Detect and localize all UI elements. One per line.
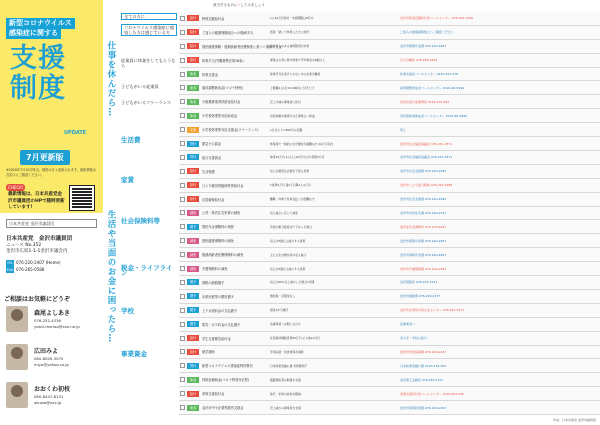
row-checkbox[interactable]: [180, 336, 185, 341]
program-description: 単身15万円 2人以上20万円以内 原則3か月: [270, 155, 325, 160]
party-fax: 076-265-0588: [16, 266, 45, 272]
row-checkbox[interactable]: [180, 377, 185, 382]
program-row[interactable]: [179, 359, 600, 372]
program-description: 離職・休業で家賃支払いが困難な方: [270, 197, 315, 202]
program-contact[interactable]: 学校等休業助成金コールセンター 0120-60-3999: [400, 113, 468, 118]
support-table: [103, 0, 600, 425]
row-checkbox[interactable]: [180, 183, 185, 188]
program-description: 無担保・延滞金なし: [270, 294, 296, 299]
program-name: 後期高齢者医療保険料の減免: [202, 253, 244, 258]
row-checkbox[interactable]: [180, 155, 185, 160]
person-name: おおくわ初枝: [34, 386, 71, 393]
program-contact[interactable]: 同上: [400, 127, 407, 132]
program-row[interactable]: [179, 165, 600, 178]
program-name: 上下水道料金の支払猶予: [202, 308, 238, 313]
program-name: 休業支援金: [202, 72, 218, 77]
program-name: 生活保護: [202, 169, 215, 174]
sidebar-header: [0, 0, 103, 213]
program-name: 緊急小口資金: [202, 142, 222, 146]
row-checkbox[interactable]: [180, 141, 185, 146]
row-checkbox[interactable]: [180, 16, 185, 21]
row-checkbox[interactable]: [180, 224, 185, 229]
program-contact[interactable]: 金沢市特別定額給付金コールセンター 076-220-2450: [400, 16, 474, 21]
program-description: 上限額1人1日15,000円に引き上げ: [270, 85, 315, 90]
program-name: 休業手当(労働基準法第26条): [202, 58, 244, 63]
program-row[interactable]: [179, 248, 600, 261]
program-type-badge: 猶予: [187, 321, 199, 327]
program-description: 日本政策金融公庫 実質無利子: [270, 363, 308, 368]
program-description: 学用品費・給食費等を援助: [270, 349, 304, 354]
program-contact[interactable]: 金沢国税局 076-231-2131: [400, 280, 438, 285]
program-description: 休業等で一時的に生計維持が困難な方 20万円以内: [270, 141, 334, 146]
check-box: [6, 184, 97, 215]
row-checkbox[interactable]: [180, 44, 185, 49]
program-description: 1日あたり7,500円の定額: [270, 127, 303, 132]
check-banner: [213, 3, 265, 8]
program-row[interactable]: [179, 234, 600, 247]
row-checkbox[interactable]: [180, 169, 185, 174]
person-card: [6, 306, 98, 342]
subcategory-label: コロナウイルス感染症に感染した方は感じている方: [121, 24, 177, 36]
party-info: [6, 236, 72, 256]
program-description: 感染・疑いで休業した方に給付: [270, 30, 310, 35]
program-type-badge: 貸付: [187, 363, 199, 369]
program-contact[interactable]: 石川労働局 076-265-4423: [400, 58, 438, 63]
person-tel[interactable]: 080-8447-8131: [34, 394, 64, 399]
program-contact[interactable]: 金沢市保険年金課 076-220-2267: [400, 252, 447, 257]
program-contact[interactable]: 金沢市生活支援課 076-220-2282: [400, 169, 447, 174]
row-checkbox[interactable]: [180, 58, 185, 63]
program-name: 小規模事業者持続化給付金: [202, 100, 241, 105]
check-badge: CHECK!: [8, 185, 24, 190]
program-name: 電気・ガス料金の支払猶予: [202, 322, 241, 327]
row-checkbox[interactable]: [180, 322, 185, 327]
person-mail[interactable]: miyo@yahoo.co.jp: [34, 362, 69, 367]
person-card: [6, 382, 98, 418]
row-checkbox[interactable]: [180, 72, 185, 77]
program-row[interactable]: [179, 81, 600, 94]
party-name: 日本共産党 金沢市議員団: [6, 236, 73, 242]
program-contact[interactable]: 持続化給付金事務局 0120-279-292: [400, 99, 450, 104]
person-tel[interactable]: 080-8000-3075: [34, 356, 64, 361]
subcategory-label: 社会保険料等: [121, 217, 160, 225]
person-contact: [34, 356, 69, 368]
program-type-badge: 減免: [187, 210, 199, 216]
program-contact[interactable]: 雇用調整助成金コールセンター 0120-60-3999: [400, 85, 465, 90]
row-checkbox[interactable]: [180, 252, 185, 257]
row-checkbox[interactable]: [180, 30, 185, 35]
program-row[interactable]: [179, 137, 600, 150]
tel-tag: TEL: [6, 261, 14, 265]
program-contact[interactable]: 金沢市学校指導課 076-220-2447: [400, 349, 447, 354]
subcategory-label: 全ての方に: [121, 13, 177, 20]
program-name: 国民健康保険・後期高齢者医療制度に基づく傷病手当金: [202, 44, 282, 49]
program-type-badge: 貸付: [187, 154, 199, 160]
banner-prefix: 該当するものに: [213, 3, 238, 7]
date-note: ※2020年7月10日時点。制度は日々更新されます。最新情報は各窓口にご確認ください。: [6, 168, 96, 177]
program-type-badge: 減免: [187, 266, 199, 272]
row-checkbox[interactable]: [180, 363, 185, 368]
sidebar: [0, 0, 103, 425]
row-checkbox[interactable]: [180, 405, 185, 410]
program-contact[interactable]: 日本政策金融公庫 0120-154-505: [400, 363, 447, 368]
program-contact[interactable]: 家賃支援給付金コールセンター 0120-653-930: [400, 391, 465, 396]
program-row[interactable]: [179, 401, 600, 414]
program-description: 休業手当を受けられない中小企業労働者: [270, 72, 321, 77]
program-contact[interactable]: 金沢市保険年金課 076-220-2267: [400, 44, 447, 49]
program-description: 有給休暇を取得させた事業主へ助成: [270, 113, 315, 118]
person-mail[interactable]: okuwa@xxx.jp: [34, 400, 62, 405]
program-type-badge: 助成: [187, 405, 199, 411]
program-row[interactable]: [179, 12, 600, 25]
row-checkbox[interactable]: [180, 280, 185, 285]
page-title: 支援制度: [10, 43, 66, 104]
program-contact[interactable]: 金沢市企業局お客さまセンター 076-220-2577: [400, 308, 465, 313]
row-checkbox[interactable]: [180, 210, 185, 215]
person-name: 広田みよ: [34, 348, 59, 355]
program-name: 家賃支援給付金: [202, 392, 225, 397]
program-type-badge: 猶予: [187, 279, 199, 285]
program-contact[interactable]: ご加入の健康保険組合へご確認ください: [400, 30, 455, 35]
program-name: 特別定額給付金: [202, 16, 225, 21]
subcategory-label: 子どもがいる従業員: [121, 84, 159, 89]
program-description: 所得が相当程度まで下がった場合: [270, 224, 312, 229]
program-type-badge: 給付: [187, 57, 199, 63]
program-type-badge: 減免: [187, 238, 199, 244]
program-type-badge: 減免: [187, 252, 199, 258]
category-label: 仕事を休んだら…: [106, 41, 116, 117]
program-type-badge: 給付: [187, 349, 199, 355]
program-description: 収入が最低生活費を下回る世帯: [270, 169, 310, 174]
program-contact[interactable]: 各大学・学校の窓口: [400, 336, 428, 341]
program-row[interactable]: [179, 276, 600, 289]
program-type-badge: 助成: [187, 377, 199, 383]
program-description: 1人10万円給付・申請期限は8月中: [270, 16, 314, 21]
program-type-badge: 助成: [187, 85, 199, 91]
program-name: ひとり親世帯臨時特別給付金: [202, 183, 244, 188]
party-address: 金沢市広坂1-1-1金沢市議会内: [6, 249, 68, 254]
subcategory-label: 子どもがいるフリーランス: [121, 100, 171, 105]
program-row[interactable]: [179, 193, 600, 206]
program-row[interactable]: [179, 346, 600, 359]
checkmark-icon: ✓: [237, 3, 241, 7]
program-name: 介護保険料の減免: [202, 267, 228, 272]
program-contact[interactable]: 金沢市経済政策課 076-220-2203: [400, 405, 447, 410]
program-type-badge: 給付: [187, 168, 199, 174]
program-name: 国税の納税猶予: [202, 280, 225, 285]
program-row[interactable]: [179, 290, 600, 303]
program-contact[interactable]: 金沢市保険年金課 076-220-2267: [400, 238, 447, 243]
row-checkbox[interactable]: [180, 294, 185, 299]
program-type-badge: 助成: [187, 99, 199, 105]
subcategory-label: 事業資金: [121, 350, 147, 358]
row-checkbox[interactable]: [180, 391, 185, 396]
program-contact[interactable]: 金沢市こども総合相談 076-220-2288: [400, 183, 453, 188]
subcategory-label: 従業員に休業をしてもらうなら: [121, 58, 176, 68]
footer-credit: 作成：日本共産党 金沢市議員団: [553, 418, 596, 422]
row-checkbox[interactable]: [180, 197, 185, 202]
program-type-badge: 猶予: [187, 293, 199, 299]
program-contact[interactable]: 金沢北年金事務所 076-233-2021: [400, 224, 447, 229]
program-type-badge: 給付: [187, 15, 199, 21]
person-tel[interactable]: 076-252-4336: [34, 318, 61, 323]
subcategory-label: 学校: [121, 307, 134, 315]
row-divider: [179, 414, 600, 415]
program-name: 市県民税等の徴収猶予: [202, 294, 234, 299]
row-checkbox[interactable]: [180, 308, 185, 313]
program-contact[interactable]: 各事業者へ: [400, 322, 416, 327]
program-row[interactable]: [179, 304, 600, 317]
program-name: 就学援助: [202, 350, 215, 355]
program-type-badge: 支援: [187, 127, 199, 133]
program-name: 持続化補助金(コロナ特別対応型): [202, 378, 250, 383]
program-row[interactable]: [179, 68, 600, 81]
program-description: 住民税非課税世帯20万円 その他10万円: [270, 336, 320, 341]
program-name: 新型コロナウイルス感染症特別貸付: [202, 364, 253, 369]
program-row[interactable]: [179, 40, 600, 53]
program-type-badge: 給付: [187, 391, 199, 397]
subcategory-label: 税金・ライフライン: [121, 264, 173, 277]
category-label: 生活や当面のお金に困ったら…: [106, 209, 116, 343]
subcategory-label: 家賃: [121, 176, 134, 184]
row-checkbox[interactable]: [180, 238, 185, 243]
program-name: 雇用調整助成金(コロナ特例): [202, 86, 243, 91]
program-description: 売上減少の事業者を支援: [270, 405, 301, 410]
program-contact[interactable]: 休業支援金コールセンター 0120-221-276: [400, 72, 459, 77]
row-checkbox[interactable]: [180, 266, 185, 271]
edition-badge: 7月更新版: [20, 150, 70, 165]
update-label: UPDATE: [64, 130, 87, 136]
program-name: 総合支援資金: [202, 155, 222, 160]
avatar: [6, 382, 28, 408]
avatar: [6, 344, 28, 370]
program-type-badge: 給付: [187, 196, 199, 202]
program-description: 最長4か月猶予: [270, 308, 289, 313]
program-description: 地代・家賃の負担を軽減: [270, 391, 301, 396]
person-name: 森尾よしあき: [34, 310, 71, 317]
program-row[interactable]: [179, 26, 600, 39]
program-type-badge: 給付: [187, 335, 199, 341]
party-contact: [6, 260, 61, 273]
avatar: [6, 306, 28, 332]
program-contact[interactable]: 金沢市生活支援課 076-220-2282: [400, 197, 447, 202]
program-contact[interactable]: 金沢市介護保険課 076-220-2264: [400, 266, 447, 271]
program-type-badge: 猶予: [187, 307, 199, 313]
person-mail[interactable]: yoshi-morioo@xxx.ne.jp: [34, 324, 80, 329]
program-description: 収入が3割以上減少する世帯: [270, 238, 306, 243]
program-row[interactable]: [179, 151, 600, 164]
program-description: 販路開拓等の取組を支援: [270, 377, 301, 382]
program-name: 小学校休業等対応支援金(フリーランス): [202, 128, 259, 133]
qr-code-icon[interactable]: [70, 186, 94, 210]
person-contact: [34, 318, 80, 330]
program-type-badge: 助成: [187, 113, 199, 119]
program-row[interactable]: [179, 318, 600, 331]
program-type-badge: 貸付: [187, 141, 199, 147]
program-description: 収入が20%以上減少した場合1年間: [270, 280, 315, 285]
program-contact[interactable]: 金沢市社会福祉協議会 076-231-3571: [400, 155, 453, 160]
program-type-badge: 給付: [187, 182, 199, 188]
program-contact[interactable]: 金沢商工会議所 076-263-1151: [400, 377, 444, 382]
program-type-badge: 助成: [187, 71, 199, 77]
program-description: 収入が3割以上減少する世帯: [270, 266, 306, 271]
program-row[interactable]: [179, 220, 600, 233]
program-description: 各事業者へお問い合わせ: [270, 322, 301, 327]
program-description: 事業主の責に帰す休業で平均賃金の6割以上: [270, 58, 325, 63]
banner-suffix: してみましょう: [240, 3, 265, 7]
news-number: ニュース No.352: [6, 242, 42, 248]
person-contact: [34, 394, 63, 406]
program-description: 給与収入のある被保険者が対象: [270, 44, 310, 49]
party-tel[interactable]: 076-220-2407 (Home): [16, 260, 61, 265]
subtitle-line-1: 新型コロナウイルス: [6, 18, 75, 29]
consult-heading: ご相談はお気軽にどうぞ: [4, 296, 71, 303]
program-contact[interactable]: 金沢市市営住宅課 076-220-2331: [400, 210, 447, 215]
subcategory-label: 生活費: [121, 136, 141, 144]
row-checkbox[interactable]: [180, 113, 185, 118]
program-row[interactable]: [179, 387, 600, 400]
program-name: 国民年金保険料の免除: [202, 225, 234, 230]
row-checkbox[interactable]: [180, 127, 185, 132]
fax-tag: FAX: [6, 267, 14, 272]
person-card: [6, 344, 98, 380]
program-row[interactable]: [179, 54, 600, 67]
program-description: 収入減少に応じて減免: [270, 210, 298, 215]
row-checkbox[interactable]: [180, 85, 185, 90]
program-description: 主たる生計維持者の収入減少: [270, 252, 307, 257]
program-row[interactable]: [179, 332, 600, 345]
program-description: 1世帯5万円 第2子以降1人3万円: [270, 183, 311, 188]
program-type-badge: 給付: [187, 43, 199, 49]
program-name: 住居確保給付金: [202, 197, 225, 202]
subtitle-line-2: 感染症に関する: [6, 28, 61, 39]
program-row[interactable]: [179, 109, 600, 122]
program-row[interactable]: [179, 262, 600, 275]
program-contact[interactable]: 金沢市納税課 076-220-2177: [400, 294, 441, 299]
program-row[interactable]: [179, 179, 600, 192]
check-text: 最新情報は、日本共産党金沢市議員団のHPで随時更新しています!: [8, 192, 65, 210]
program-type-badge: 猶予: [187, 224, 199, 230]
program-name: 公営・県営住宅家賃の減免: [202, 211, 241, 216]
program-name: 小学校休業等対応助成金: [202, 114, 238, 119]
program-description: 売上半減の事業者に給付: [270, 99, 301, 104]
program-name: 学生支援緊急給付金: [202, 336, 231, 341]
row-checkbox[interactable]: [180, 99, 185, 104]
program-row[interactable]: [179, 207, 600, 220]
row-checkbox[interactable]: [180, 349, 185, 354]
program-name: 金沢市中小企業等経営支援金: [202, 406, 244, 411]
program-name: 国民健康保険料の減免: [202, 239, 234, 244]
program-row[interactable]: [179, 123, 600, 136]
program-row[interactable]: [179, 95, 600, 108]
program-type-badge: 給付: [187, 29, 199, 35]
search-box[interactable]: 日本共産党 金沢市議員団: [6, 219, 97, 228]
program-contact[interactable]: 金沢市社会福祉協議会 076-231-3571: [400, 141, 453, 146]
program-row[interactable]: [179, 373, 600, 386]
program-name: ご加入の健康保険組合への傷病手当: [202, 30, 253, 35]
